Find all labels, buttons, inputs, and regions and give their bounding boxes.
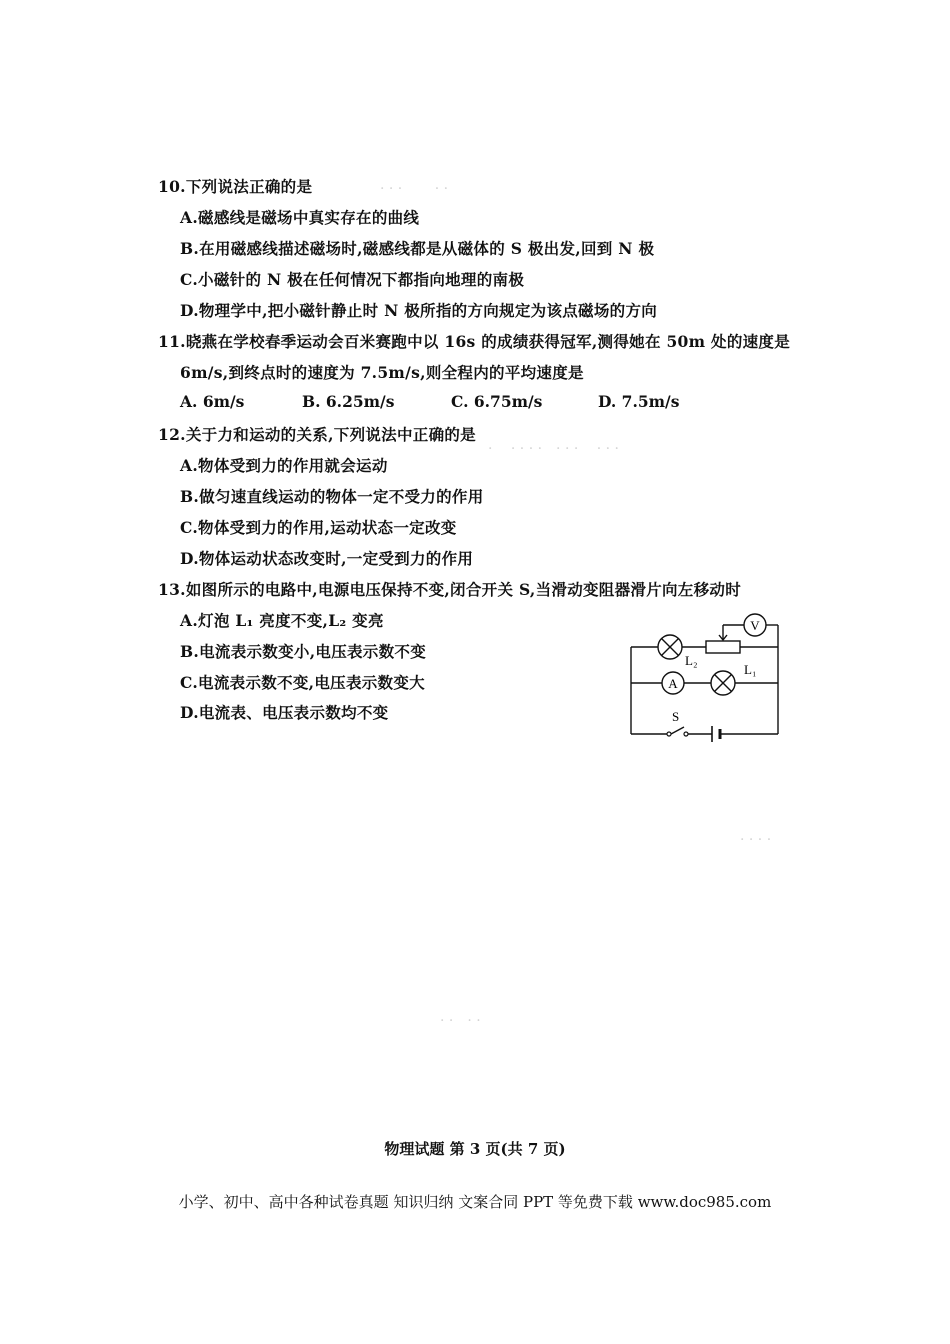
q11-stem-line1: 11.晓燕在学校春季运动会百米赛跑中以 16s 的成绩获得冠军,测得她在 50m 处的速度是 xyxy=(158,332,791,351)
page-footer: 物理试题 第 3 页(共 7 页) xyxy=(384,1140,566,1158)
bleed-through-mark: · · · · · · · · · · · xyxy=(488,441,620,457)
ammeter-label: A xyxy=(668,676,678,691)
q11-option-c: C. 6.75m/s xyxy=(451,392,543,411)
q11-option-a: A. 6m/s xyxy=(180,392,245,411)
bleed-through-mark: · · · · xyxy=(440,1013,481,1029)
q12-option-b: B.做匀速直线运动的物体一定不受力的作用 xyxy=(180,487,484,506)
circuit-diagram xyxy=(620,610,790,745)
q10-option-d: D.物理学中,把小磁针静止时 N 极所指的方向规定为该点磁场的方向 xyxy=(180,301,658,320)
rheostat xyxy=(706,641,740,653)
q13-option-b: B.电流表示数变小,电压表示数不变 xyxy=(180,642,426,661)
q12-option-c: C.物体受到力的作用,运动状态一定改变 xyxy=(180,518,457,537)
switch xyxy=(667,732,671,736)
q12-option-d: D.物体运动状态改变时,一定受到力的作用 xyxy=(180,549,474,568)
bleed-through-mark: · · · · · xyxy=(380,181,449,197)
lamp-l1 xyxy=(711,671,735,695)
q12-option-a: A.物体受到力的作用就会运动 xyxy=(180,456,388,475)
lamp-l1-label: L₁ xyxy=(744,662,757,677)
q13-option-c: C.电流表示数不变,电压表示数变大 xyxy=(180,673,425,692)
download-watermark: 小学、初中、高中各种试卷真题 知识归纳 文案合同 PPT 等免费下载 www.doc985.com xyxy=(178,1193,772,1211)
q11-option-d: D. 7.5m/s xyxy=(598,392,680,411)
q11-stem-line2: 6m/s,到终点时的速度为 7.5m/s,则全程内的平均速度是 xyxy=(180,363,584,382)
q10-option-a: A.磁感线是磁场中真实存在的曲线 xyxy=(180,208,420,227)
q12-stem: 12.关于力和运动的关系,下列说法中正确的是 xyxy=(158,425,476,444)
q13-option-a: A.灯泡 L₁ 亮度不变,L₂ 变亮 xyxy=(180,611,384,630)
voltmeter-label: V xyxy=(750,618,760,633)
lamp-l2-label: L₂ xyxy=(685,653,698,668)
q13-option-d: D.电流表、电压表示数均不变 xyxy=(180,703,389,722)
bleed-through-mark: · · · · xyxy=(740,832,772,848)
switch-label: S xyxy=(672,709,680,724)
q10-stem: 10.下列说法正确的是 xyxy=(158,177,313,196)
q10-option-c: C.小磁针的 N 极在任何情况下都指向地理的南极 xyxy=(180,270,525,289)
q10-option-b: B.在用磁感线描述磁场时,磁感线都是从磁体的 S 极出发,回到 N 极 xyxy=(180,239,655,258)
lamp-l2 xyxy=(658,635,682,659)
q11-option-b: B. 6.25m/s xyxy=(302,392,395,411)
battery xyxy=(712,726,720,742)
q13-stem: 13.如图所示的电路中,电源电压保持不变,闭合开关 S,当滑动变阻器滑片向左移动时 xyxy=(158,580,741,599)
